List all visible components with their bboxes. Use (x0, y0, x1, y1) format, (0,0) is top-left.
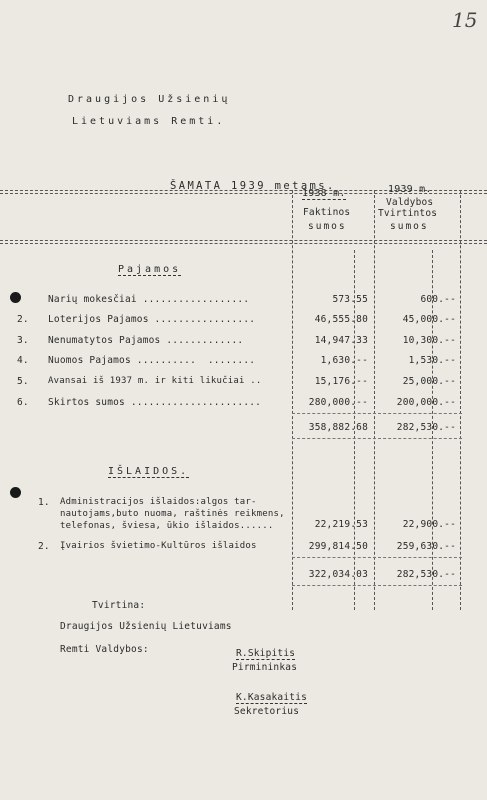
income-row-6-num: 6. (17, 397, 29, 408)
expense-1-num: 1. (38, 497, 50, 508)
punch-hole-top (10, 292, 21, 303)
column-divider-right (460, 190, 461, 610)
col-1939-sub3: sumos (390, 221, 429, 232)
income-row-5-label: Avansai iš 1937 m. ir kiti likučiai .. (48, 376, 262, 386)
signature-2-name: K.Kasakaitis (236, 692, 308, 703)
expenses-heading: IŠLAIDOS. (108, 466, 190, 477)
expense-total-rule (292, 557, 462, 558)
income-row-2-num: 2. (17, 314, 29, 325)
income-row-3-1938: 14,947.33 (314, 335, 368, 346)
col-1938-sub2: sumos (308, 221, 347, 232)
income-row-1-label: Narių mokesčiai .................. (48, 294, 250, 305)
expense-2-num: 2. (38, 541, 50, 552)
expense-1-line1: Administracijos išlaidos:algos tar- (60, 497, 257, 507)
income-total-rule-bottom (292, 438, 462, 439)
punch-hole-bottom (10, 487, 21, 498)
expense-1-line3: telefonas, šviesa, ūkio išlaidos...... (60, 521, 274, 531)
expense-1-1939: 22,900.-- (402, 519, 456, 530)
income-total-rule (292, 413, 462, 414)
signature-1-role: Pirmininkas (232, 662, 298, 673)
signature-1-name: R.Skipitis (236, 648, 296, 659)
income-row-5-num: 5. (17, 376, 29, 387)
income-row-6-1939: 200,000.-- (396, 397, 456, 408)
income-row-3-label: Nenumatytos Pajamos ............. (48, 335, 244, 346)
header-rule-bottom (0, 240, 487, 241)
col-1939-sub2: Tvirtintos (378, 208, 438, 219)
approval-line1: Tvirtina: (92, 600, 146, 611)
page-number: 15 (452, 8, 478, 32)
expense-2-label: Įvairios švietimo-Kultūros išlaidos (60, 541, 257, 551)
col-1939-year: 1939 m. (388, 184, 432, 195)
expense-total-1938: 322,034.03 (308, 569, 368, 580)
income-row-6-label: Skirtos sumos ...................... (48, 397, 262, 408)
income-row-5-1939: 25,000.-- (402, 376, 456, 387)
expense-total-1939: 282,530.-- (396, 569, 456, 580)
org-name-line1: Draugijos Užsienių (68, 94, 231, 105)
income-row-1-1938: 573.55 (332, 294, 368, 305)
col-1938-year: 1938 m. (302, 188, 346, 199)
income-heading: Pajamos (118, 264, 182, 275)
income-row-2-1938: 46,555.80 (314, 314, 368, 325)
column-divider-mid (374, 190, 375, 610)
signature-2-role: Sekretorius (234, 706, 300, 717)
income-row-2-label: Loterijos Pajamos ................. (48, 314, 256, 325)
income-total-1939: 282,530.-- (396, 422, 456, 433)
col-1938-sub1: Faktinos (303, 207, 351, 218)
income-row-6-1938: 280,000.-- (308, 397, 368, 408)
income-row-4-label: Nuomos Pajamos .......... ........ (48, 355, 256, 366)
approval-line3: Remti Valdybos: (60, 644, 149, 655)
header-rule-bottom-2 (0, 243, 487, 244)
col-1939-sub1: Valdybos (386, 197, 434, 208)
income-row-4-1938: 1,630.-- (320, 355, 368, 366)
expense-total-rule-bottom (292, 585, 462, 586)
income-row-4-num: 4. (17, 355, 29, 366)
column-divider-left (292, 190, 293, 610)
expense-2-1938: 299,814.50 (308, 541, 368, 552)
income-row-1-1939: 600.-- (420, 294, 456, 305)
income-row-2-1939: 45,000.-- (402, 314, 456, 325)
income-row-5-1938: 15,176.-- (314, 376, 368, 387)
income-total-1938: 358,882.68 (308, 422, 368, 433)
income-row-3-1939: 10,300.-- (402, 335, 456, 346)
income-row-3-num: 3. (17, 335, 29, 346)
expense-1-1938: 22,219.53 (314, 519, 368, 530)
expense-2-1939: 259,630.-- (396, 541, 456, 552)
document-title: ŠAMATA 1939 metams. (170, 180, 336, 192)
approval-line2: Draugijos Užsienių Lietuviams (60, 621, 232, 632)
income-row-4-1939: 1,530.-- (408, 355, 456, 366)
expense-1-line2: nautojams,buto nuoma, raštinės reikmens, (60, 509, 285, 519)
org-name-line2: Lietuviams Remti. (72, 116, 226, 127)
